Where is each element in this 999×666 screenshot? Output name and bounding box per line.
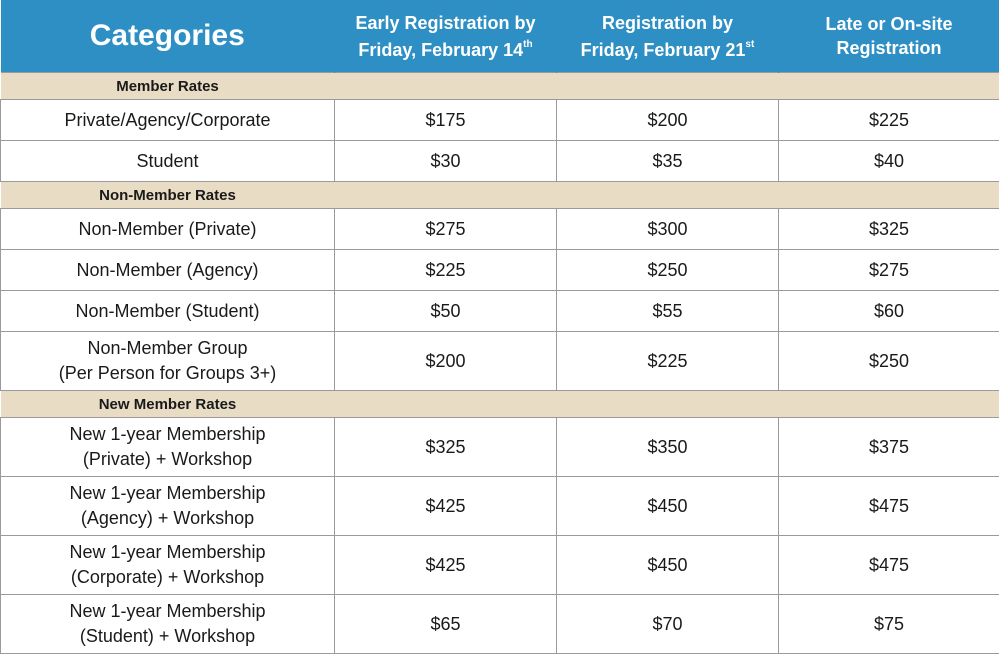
early-price: $275 xyxy=(335,209,557,250)
late-price: $275 xyxy=(779,250,999,291)
row-label-line1: New 1-year Membership xyxy=(69,483,266,503)
row-label-line1: New 1-year Membership xyxy=(69,542,266,562)
row-label xyxy=(1,595,335,654)
regular-price: $200 xyxy=(557,100,779,141)
late-price: $40 xyxy=(779,141,999,182)
row-label: Non-Member (Student) xyxy=(1,291,335,332)
header-early-registration xyxy=(335,0,557,73)
header-late-registration xyxy=(779,0,999,73)
header-categories: Categories xyxy=(1,0,335,73)
section-header-non-member-rates xyxy=(1,182,999,209)
late-price: $325 xyxy=(779,209,999,250)
row-label xyxy=(1,418,335,477)
regular-price: $35 xyxy=(557,141,779,182)
early-price: $425 xyxy=(335,477,557,536)
header-row xyxy=(1,0,999,73)
table-row xyxy=(1,477,999,536)
late-price: $225 xyxy=(779,100,999,141)
regular-price: $450 xyxy=(557,477,779,536)
late-price: $475 xyxy=(779,536,999,595)
early-price: $50 xyxy=(335,291,557,332)
regular-price: $300 xyxy=(557,209,779,250)
table-row xyxy=(1,250,999,291)
regular-price: $70 xyxy=(557,595,779,654)
table-row xyxy=(1,291,999,332)
table-row xyxy=(1,100,999,141)
regular-price: $225 xyxy=(557,332,779,391)
late-price: $75 xyxy=(779,595,999,654)
section-header-member-rates xyxy=(1,73,999,100)
header-registration-sup: st xyxy=(745,38,755,50)
row-label xyxy=(1,477,335,536)
table-row xyxy=(1,536,999,595)
early-price: $65 xyxy=(335,595,557,654)
row-label xyxy=(1,332,335,391)
header-late-line1: Late or On-site xyxy=(825,14,953,34)
table-row xyxy=(1,141,999,182)
row-label-line1: Non-Member Group xyxy=(87,338,248,358)
section-title: Non-Member Rates xyxy=(99,186,236,204)
row-label: Private/Agency/Corporate xyxy=(1,100,335,141)
section-title: Member Rates xyxy=(116,77,219,95)
row-label-line1: New 1-year Membership xyxy=(69,601,266,621)
early-price: $425 xyxy=(335,536,557,595)
header-registration-line2: Friday, February 21 xyxy=(580,39,746,60)
header-registration-line1: Registration by xyxy=(601,12,734,33)
row-label-line2: (Corporate) + Workshop xyxy=(70,567,265,587)
section-title: New Member Rates xyxy=(98,395,237,413)
late-price: $375 xyxy=(779,418,999,477)
early-price: $175 xyxy=(335,100,557,141)
early-price: $225 xyxy=(335,250,557,291)
row-label xyxy=(1,536,335,595)
header-registration xyxy=(557,0,779,73)
header-early-sup: th xyxy=(523,38,533,50)
late-price: $60 xyxy=(779,291,999,332)
row-label-line2: (Student) + Workshop xyxy=(79,626,256,646)
early-price: $200 xyxy=(335,332,557,391)
row-label-line2: (Agency) + Workshop xyxy=(80,508,255,528)
row-label-line1: New 1-year Membership xyxy=(69,424,266,444)
regular-price: $55 xyxy=(557,291,779,332)
table-row xyxy=(1,595,999,654)
header-early-line1: Early Registration by xyxy=(355,12,536,33)
header-early-line2: Friday, February 14 xyxy=(358,39,524,60)
table-row xyxy=(1,332,999,391)
row-label-line2: (Private) + Workshop xyxy=(82,449,253,469)
regular-price: $350 xyxy=(557,418,779,477)
table-row xyxy=(1,209,999,250)
row-label: Student xyxy=(1,141,335,182)
late-price: $250 xyxy=(779,332,999,391)
row-label: Non-Member (Agency) xyxy=(1,250,335,291)
row-label-line2: (Per Person for Groups 3+) xyxy=(58,363,277,383)
regular-price: $250 xyxy=(557,250,779,291)
section-header-new-member-rates xyxy=(1,391,999,418)
row-label: Non-Member (Private) xyxy=(1,209,335,250)
early-price: $30 xyxy=(335,141,557,182)
table-row xyxy=(1,418,999,477)
regular-price: $450 xyxy=(557,536,779,595)
late-price: $475 xyxy=(779,477,999,536)
header-late-line2: Registration xyxy=(836,38,942,58)
early-price: $325 xyxy=(335,418,557,477)
